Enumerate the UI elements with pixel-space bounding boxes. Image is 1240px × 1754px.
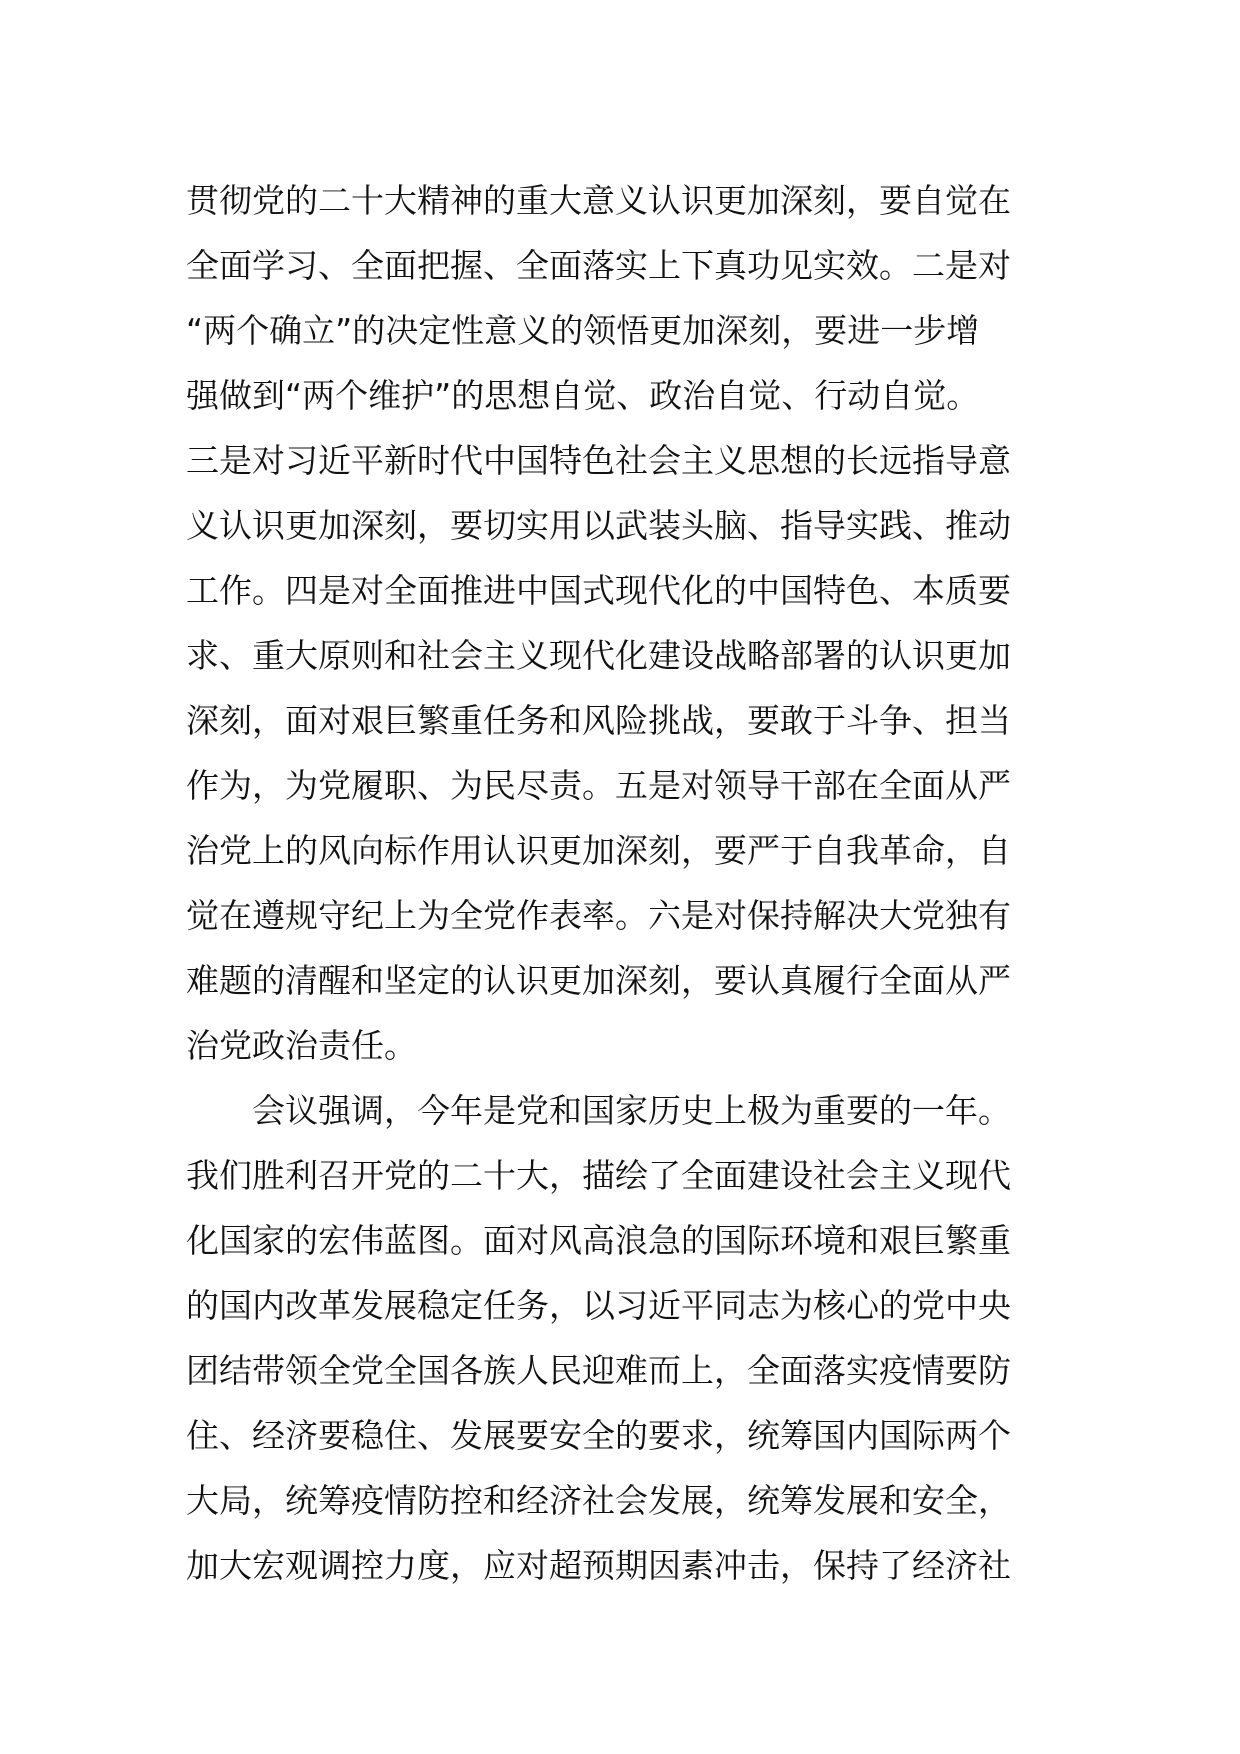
text-line-11: 治党上的风向标作用认识更加深刻，要严于自我革命，自 — [186, 831, 1011, 870]
text-line-13: 难题的清醒和坚定的认识更加深刻，要认真履行全面从严 — [186, 961, 1011, 1000]
text-line-17: 化国家的宏伟蓝图。面对风高浪急的国际环境和艰巨繁重 — [186, 1221, 1011, 1260]
text-line-20: 住、经济要稳住、发展要安全的要求，统筹国内国际两个 — [186, 1416, 1011, 1455]
text-line-15: 会议强调，今年是党和国家历史上极为重要的一年。 — [252, 1091, 1011, 1130]
text-line-19: 团结带领全党全国各族人民迎难而上，全面落实疫情要防 — [186, 1351, 1011, 1390]
text-line-10: 作为，为党履职、为民尽责。五是对领导干部在全面从严 — [186, 766, 1011, 805]
text-line-7: 工作。四是对全面推进中国式现代化的中国特色、本质要 — [186, 571, 1011, 610]
text-line-6: 义认识更加深刻，要切实用以武装头脑、指导实践、推动 — [186, 506, 1011, 545]
text-line-18: 的国内改革发展稳定任务，以习近平同志为核心的党中央 — [186, 1286, 1011, 1325]
text-line-9: 深刻，面对艰巨繁重任务和风险挑战，要敢于斗争、担当 — [186, 701, 1011, 740]
text-line-16: 我们胜利召开党的二十大，描绘了全面建设社会主义现代 — [186, 1156, 1011, 1195]
text-line-8: 求、重大原则和社会主义现代化建设战略部署的认识更加 — [186, 636, 1011, 675]
text-line-22: 加大宏观调控力度，应对超预期因素冲击，保持了经济社 — [186, 1546, 1011, 1585]
document-body — [186, 168, 1066, 1598]
text-line-1: 贯彻党的二十大精神的重大意义认识更加深刻，要自觉在 — [186, 181, 1011, 220]
text-line-5: 三是对习近平新时代中国特色社会主义思想的长远指导意 — [186, 441, 1011, 480]
text-line-14: 治党政治责任。 — [186, 1026, 417, 1065]
text-line-3: “两个确立”的决定性意义的领悟更加深刻，要进一步增 — [186, 311, 980, 350]
text-line-21: 大局，统筹疫情防控和经济社会发展，统筹发展和安全， — [186, 1481, 1011, 1520]
text-line-12: 觉在遵规守纪上为全党作表率。六是对保持解决大党独有 — [186, 896, 1011, 935]
text-line-4: 强做到“两个维护”的思想自觉、政治自觉、行动自觉。 — [186, 376, 980, 415]
text-line-2: 全面学习、全面把握、全面落实上下真功见实效。二是对 — [186, 246, 1011, 285]
